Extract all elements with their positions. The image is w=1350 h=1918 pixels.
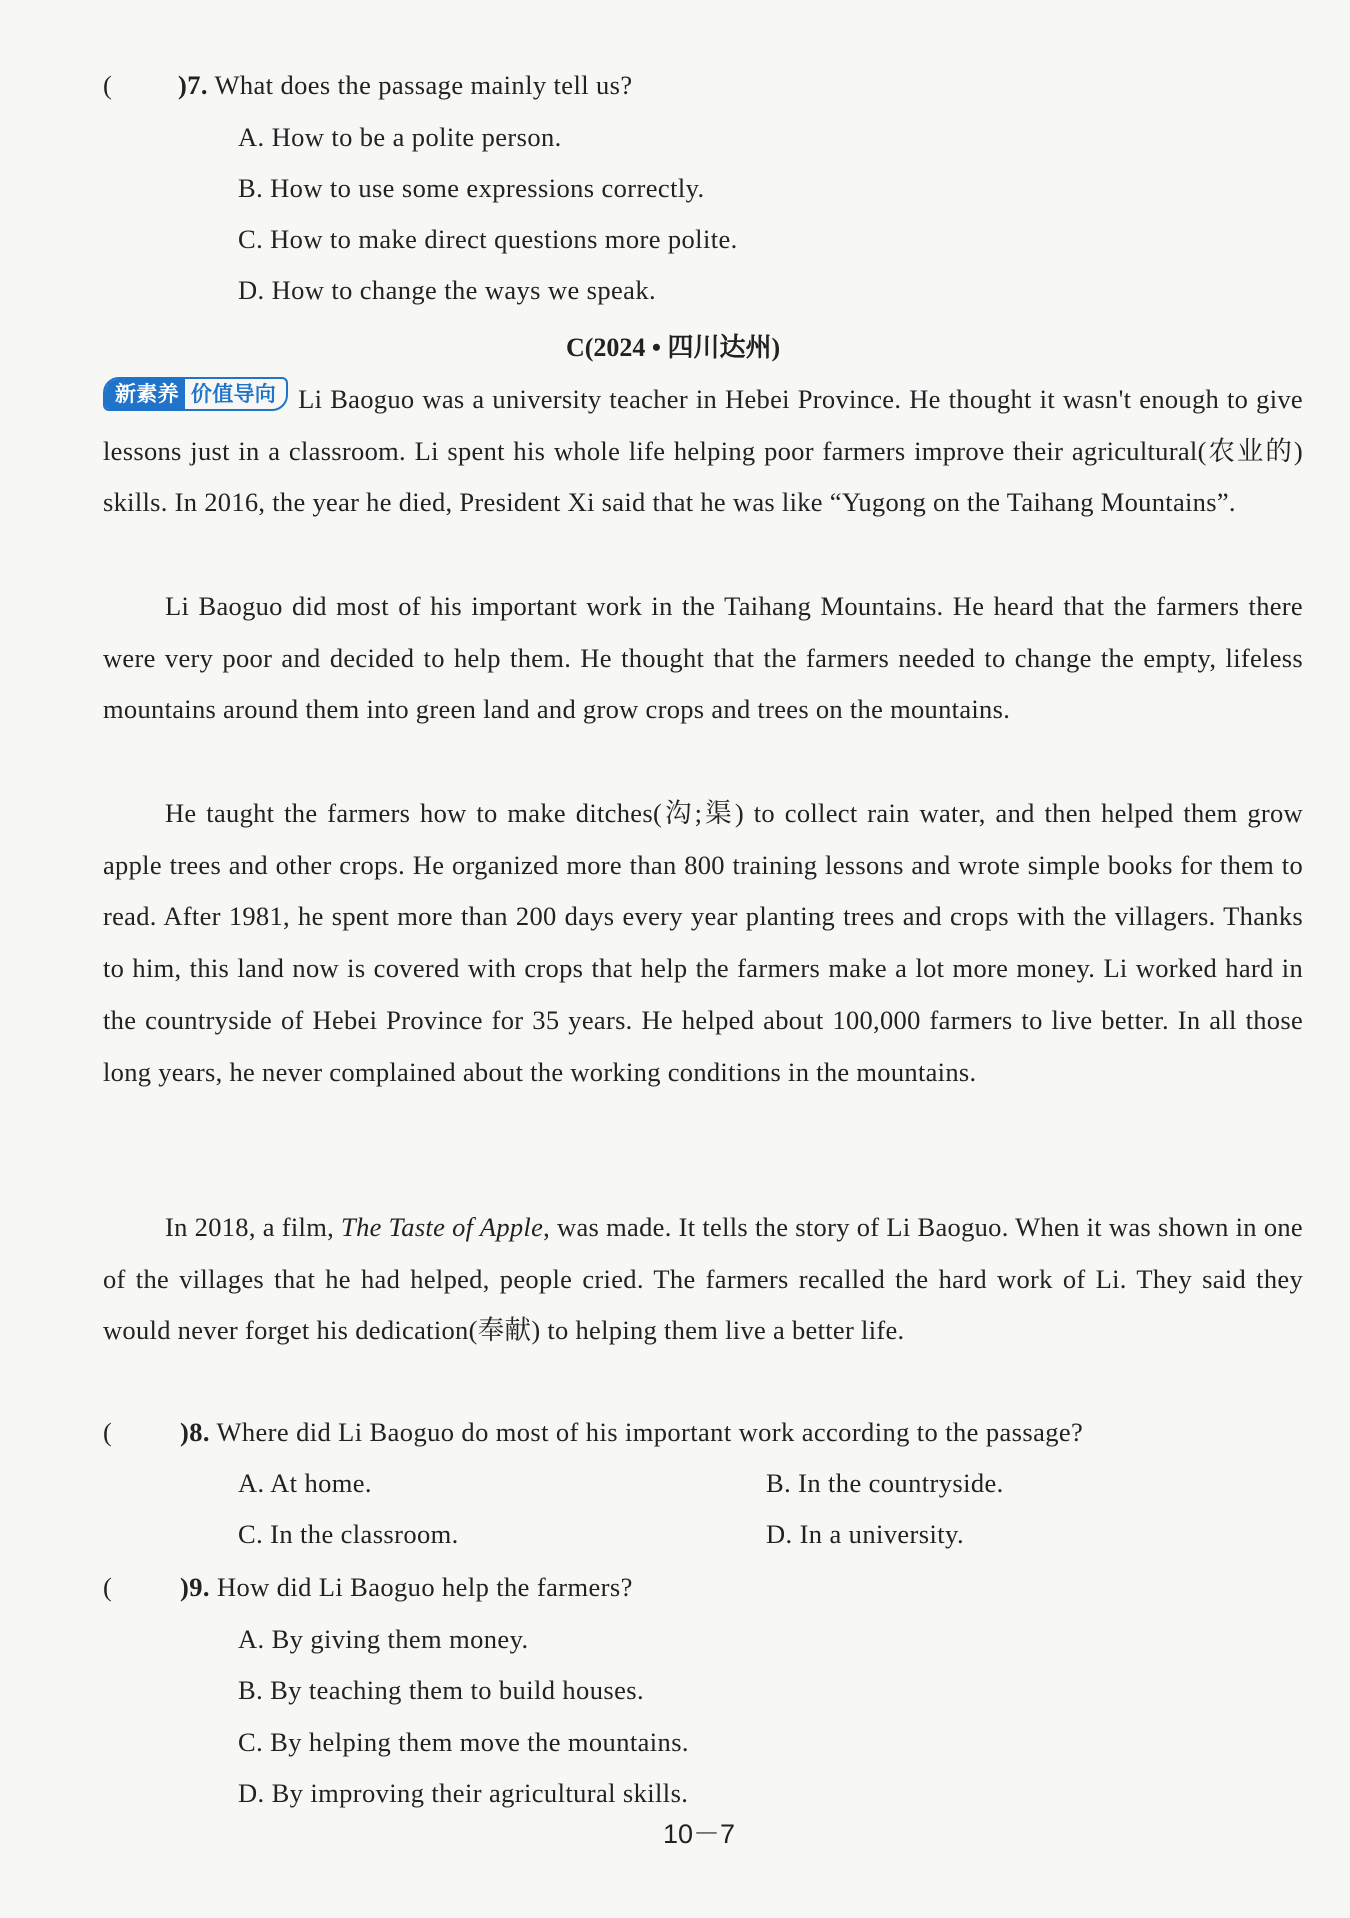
- q8-option-d: D. In a university.: [766, 1519, 964, 1549]
- paragraph-2-text: Li Baoguo did most of his important work in the Taihang Mountains. He heard that the farmers there were very poor and decided to help them. He thought that the farmers needed to change the empty, lifeless mountains around them into green land and grow crops and trees on the mountains.: [103, 591, 1303, 725]
- q9-option-b: B. By teaching them to build houses.: [238, 1675, 644, 1705]
- q8-option-b: B. In the countryside.: [766, 1468, 1004, 1498]
- q9-number: )9.: [180, 1572, 210, 1602]
- q7-number: )7.: [178, 70, 208, 100]
- q9-option-a: A. By giving them money.: [238, 1624, 529, 1654]
- new-literacy-badge: [103, 377, 288, 411]
- q9-question: [180, 1572, 633, 1603]
- q7-question-text: What does the passage mainly tell us?: [214, 70, 633, 100]
- paragraph-3-text: He taught the farmers how to make ditches(沟;渠) to collect rain water, and then helped them grow apple trees and other crops. He organized more than 800 training lessons and wrote simple books for them to read. After 1981, he spent more than 200 days every year planting trees and crops with the villagers. Thanks to him, this land now is covered with crops that help the farmers make a lot more money. Li worked hard in the countryside of Hebei Province for 35 years. He helped about 100,000 farmers to live better. In all those long years, he never complained about the working conditions in the mountains.: [103, 798, 1303, 1087]
- q8-option-a: A. At home.: [238, 1468, 372, 1498]
- q8-question: [180, 1417, 1083, 1448]
- q7-option-b: B. How to use some expressions correctly.: [238, 173, 705, 203]
- q9-option-d: D. By improving their agricultural skills.: [238, 1778, 689, 1808]
- badge-label-right: 价值导向: [190, 382, 277, 406]
- passage-paragraph-1: [103, 374, 1303, 529]
- q7-option-c: C. How to make direct questions more polite.: [238, 224, 738, 254]
- passage-paragraph-4: [103, 1202, 1303, 1357]
- passage-paragraph-3: [103, 788, 1303, 1098]
- section-c-title: C(2024 • 四川达州): [566, 333, 781, 362]
- paragraph-1-text: Li Baoguo was a university teacher in Hebei Province. He thought it wasn't enough to give lessons just in a classroom. Li spent his whole life helping poor farmers improve their agricultural(农业的) skills. In 2016, the year he died, President Xi said that he was like “Yugong on the Taihang Mountains”.: [103, 384, 1303, 518]
- q9-question-text: How did Li Baoguo help the farmers?: [216, 1572, 633, 1602]
- q8-number: )8.: [180, 1417, 210, 1447]
- q8-answer-paren[interactable]: (: [103, 1417, 112, 1447]
- passage-paragraph-2: [103, 581, 1303, 736]
- q7-option-d: D. How to change the ways we speak.: [238, 275, 657, 305]
- q8-question-text: Where did Li Baoguo do most of his important work according to the passage?: [216, 1417, 1084, 1447]
- paragraph-4-text-a: In 2018, a film,: [165, 1212, 342, 1242]
- q7-answer-paren[interactable]: (: [103, 70, 112, 100]
- q8-option-c: C. In the classroom.: [238, 1519, 459, 1549]
- q7-question: [178, 70, 633, 101]
- q9-answer-paren[interactable]: (: [103, 1572, 112, 1602]
- paragraph-4-text-b: , was made. It tells the story of Li Baoguo. When it was shown in one of the villages that he had helped, people cried. The farmers recalled the hard work of Li. They said they would never forget his dedication(奉献) to helping them live a better life.: [103, 1212, 1303, 1346]
- film-title: The Taste of Apple: [341, 1212, 544, 1242]
- badge-label-left: 新素养: [105, 379, 185, 409]
- page-number: 10－7: [663, 1819, 736, 1849]
- q7-option-a: A. How to be a polite person.: [238, 122, 562, 152]
- q9-option-c: C. By helping them move the mountains.: [238, 1727, 689, 1757]
